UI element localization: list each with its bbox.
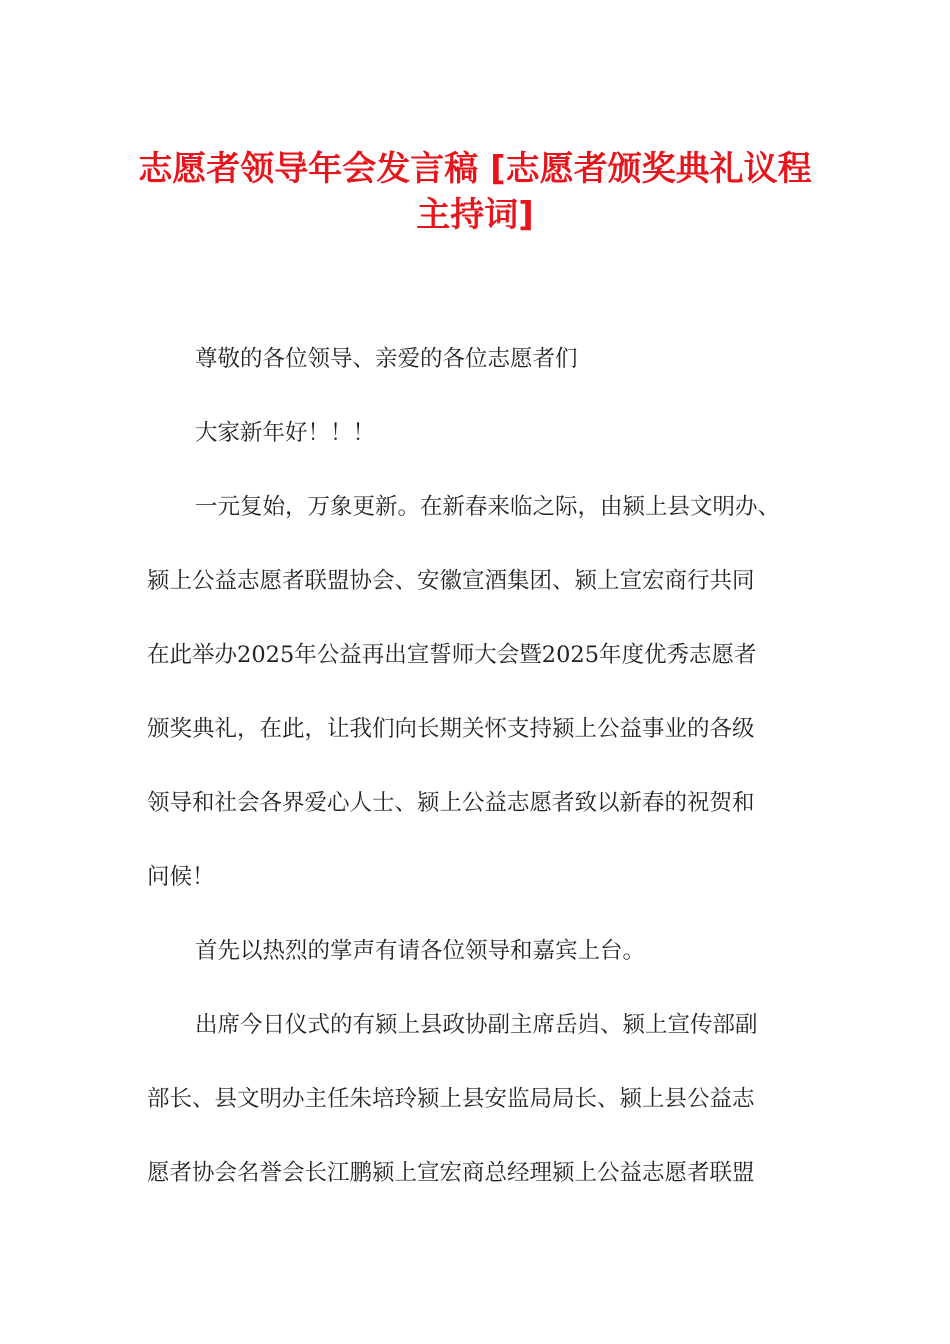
greeting-line: 大家新年好！！！	[195, 420, 376, 446]
paragraph-line: 颍上公益志愿者联盟协会、安徽宣酒集团、颍上宣宏商行共同	[147, 568, 755, 594]
paragraph-line: 颁奖典礼，在此，让我们向长期关怀支持颍上公益事业的各级	[147, 716, 755, 742]
paragraph-line: 在此举办2025年公益再出宣誓师大会暨2025年度优秀志愿者	[147, 642, 757, 668]
document-title	[130, 146, 820, 238]
paragraph-line: 问候！	[147, 864, 215, 890]
paragraph-line: 愿者协会名誉会长江鹏颍上宣宏商总经理颍上公益志愿者联盟	[147, 1160, 755, 1186]
paragraph-line: 一元复始，万象更新。在新春来临之际，由颍上县文明办、	[195, 494, 781, 520]
title-line-2: 主持词]	[416, 195, 534, 235]
paragraph-line: 出席今日仪式的有颍上县政协副主席岳岿、颍上宣传部副	[195, 1012, 758, 1038]
paragraph-line: 部长、县文明办主任朱培玲颍上县安监局局长、颍上县公益志	[147, 1086, 755, 1112]
salutation-line: 尊敬的各位领导、亲爱的各位志愿者们	[195, 346, 578, 372]
document-body	[147, 322, 807, 1210]
title-line-1: 志愿者领导年会发言稿 [志愿者颁奖典礼议程	[138, 149, 812, 189]
paragraph-line: 首先以热烈的掌声有请各位领导和嘉宾上台。	[195, 938, 646, 964]
paragraph-line: 领导和社会各界爱心人士、颍上公益志愿者致以新春的祝贺和	[147, 790, 755, 816]
